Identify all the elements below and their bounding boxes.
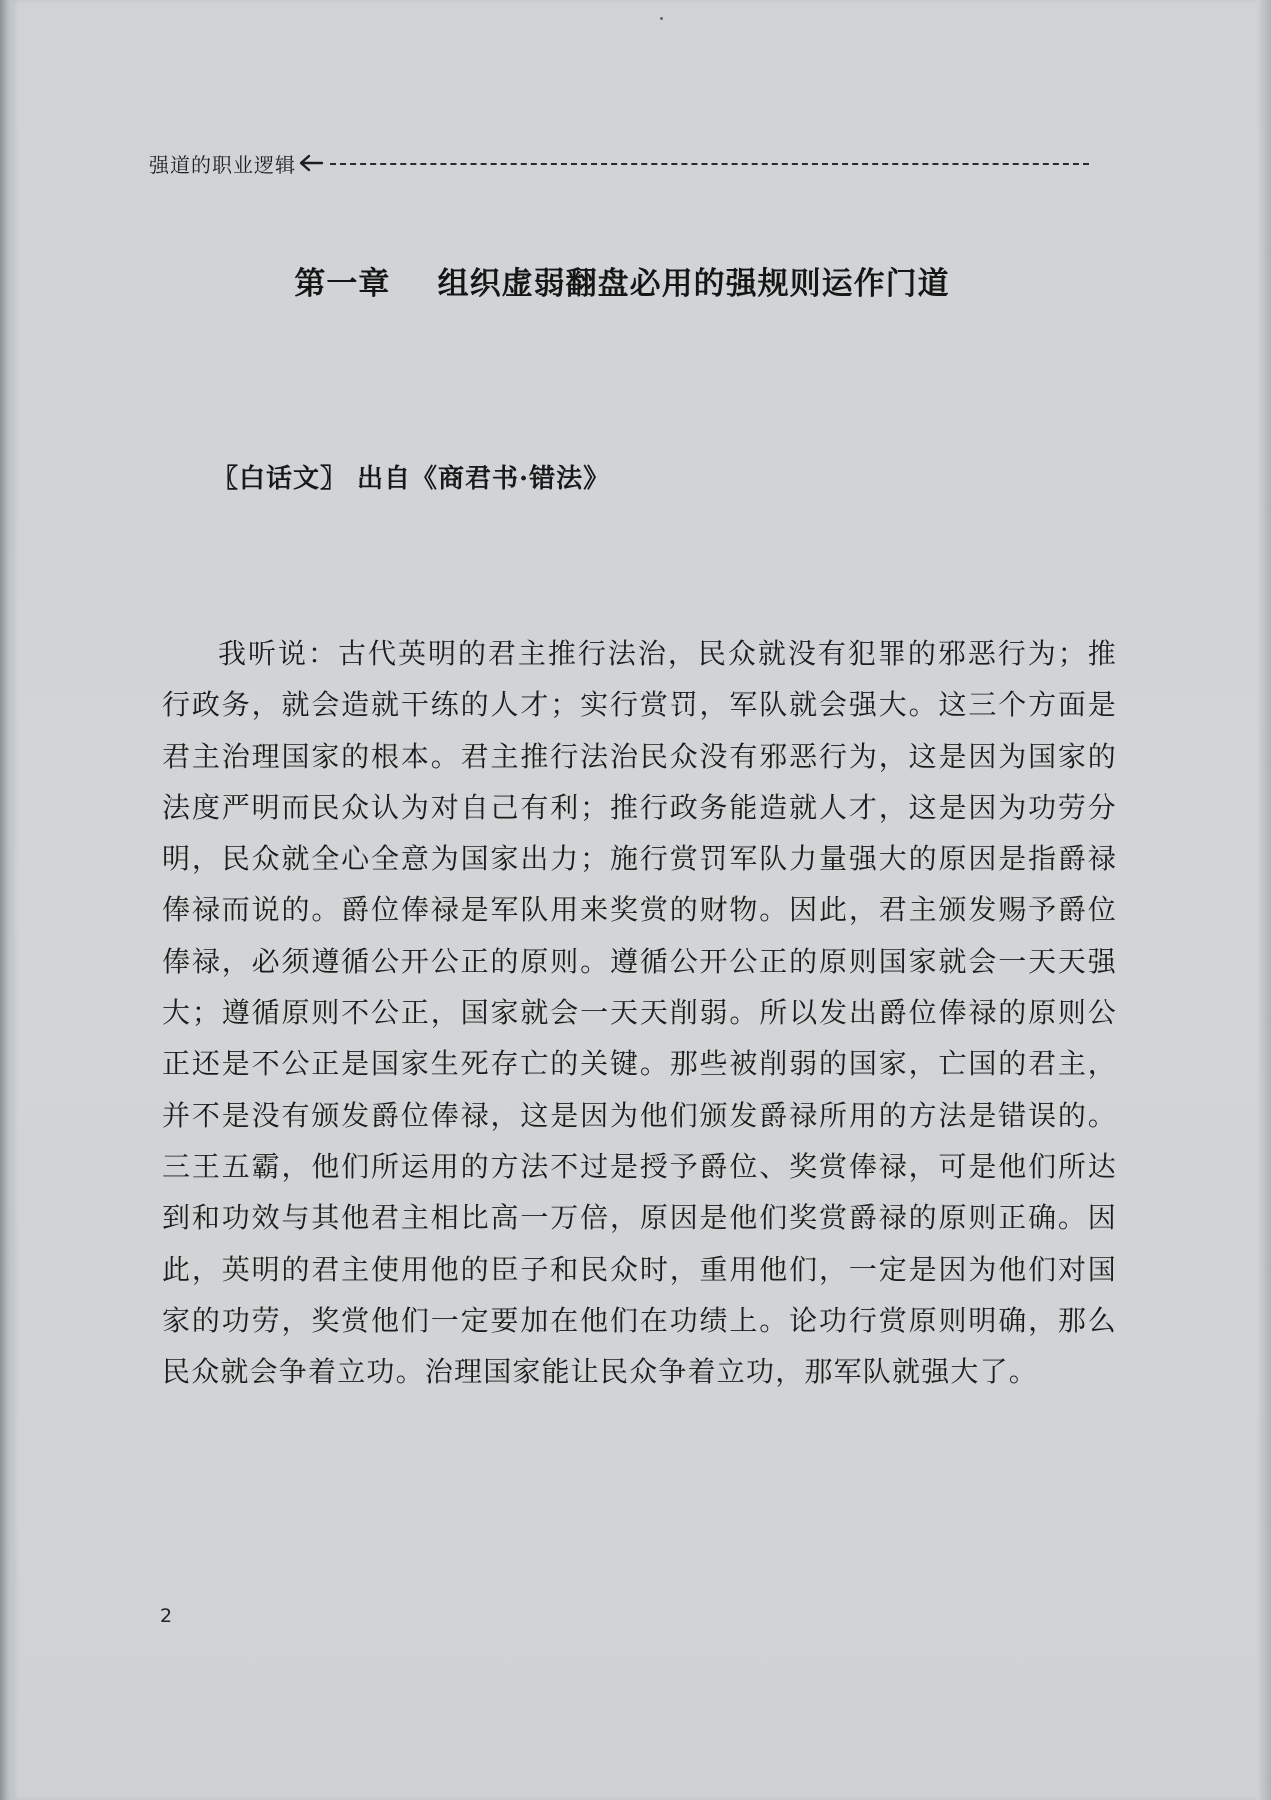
source-line: 〖白话文〗 出自《商君书·错法》 — [212, 464, 611, 494]
header-dashed-rule — [330, 163, 1089, 165]
running-title: 强道的职业逻辑 — [149, 152, 296, 177]
chapter-title: 第一章 组织虚弱翻盘必用的强规则运作门道 — [294, 266, 950, 302]
running-header — [149, 146, 1089, 180]
page-number: 2 — [160, 1605, 173, 1627]
body-paragraph: 我听说：古代英明的君主推行法治，民众就没有犯罪的邪恶行为；推行政务，就会造就干练的人才；实行赏罚，军队就会强大。这三个方面是君主治理国家的根本。君主推行法治民众没有邪恶行为，这是因为国家的法度严明而民众认为对自己有利；推行政务能造就人才，这是因为功劳分明，民众就全心全意为国家出力；施行赏罚军队力量强大的原因是指爵禄俸禄而说的。爵位俸禄是军队用来奖赏的财物。因此，君主颁发赐予爵位俸禄，必须遵循公开公正的原则。遵循公开公正的原则国家就会一天天强大；遵循原则不公正，国家就会一天天削弱。所以发出爵位俸禄的原则公正还是不公正是国家生死存亡的关键。那些被削弱的国家，亡国的君主，并不是没有颁发爵位俸禄，这是因为他们颁发爵禄所用的方法是错误的。三王五霸，他们所运用的方法不过是授予爵位、奖赏俸禄，可是他们所达到和功效与其他君主相比高一万倍，原因是他们奖赏爵禄的原则正确。因此，英明的君主使用他的臣子和民众时，重用他们，一定是因为他们对国家的功劳，奖赏他们一定要加在他们在功绩上。论功行赏原则明确，那么民众就会争着立功。治理国家能让民众争着立功，那军队就强大了。 — [162, 637, 1117, 1389]
document-page — [12, 0, 1271, 1800]
page-edge-shadow — [1257, 0, 1271, 1800]
dust-speck — [660, 17, 663, 20]
left-arrow-icon — [298, 153, 324, 173]
